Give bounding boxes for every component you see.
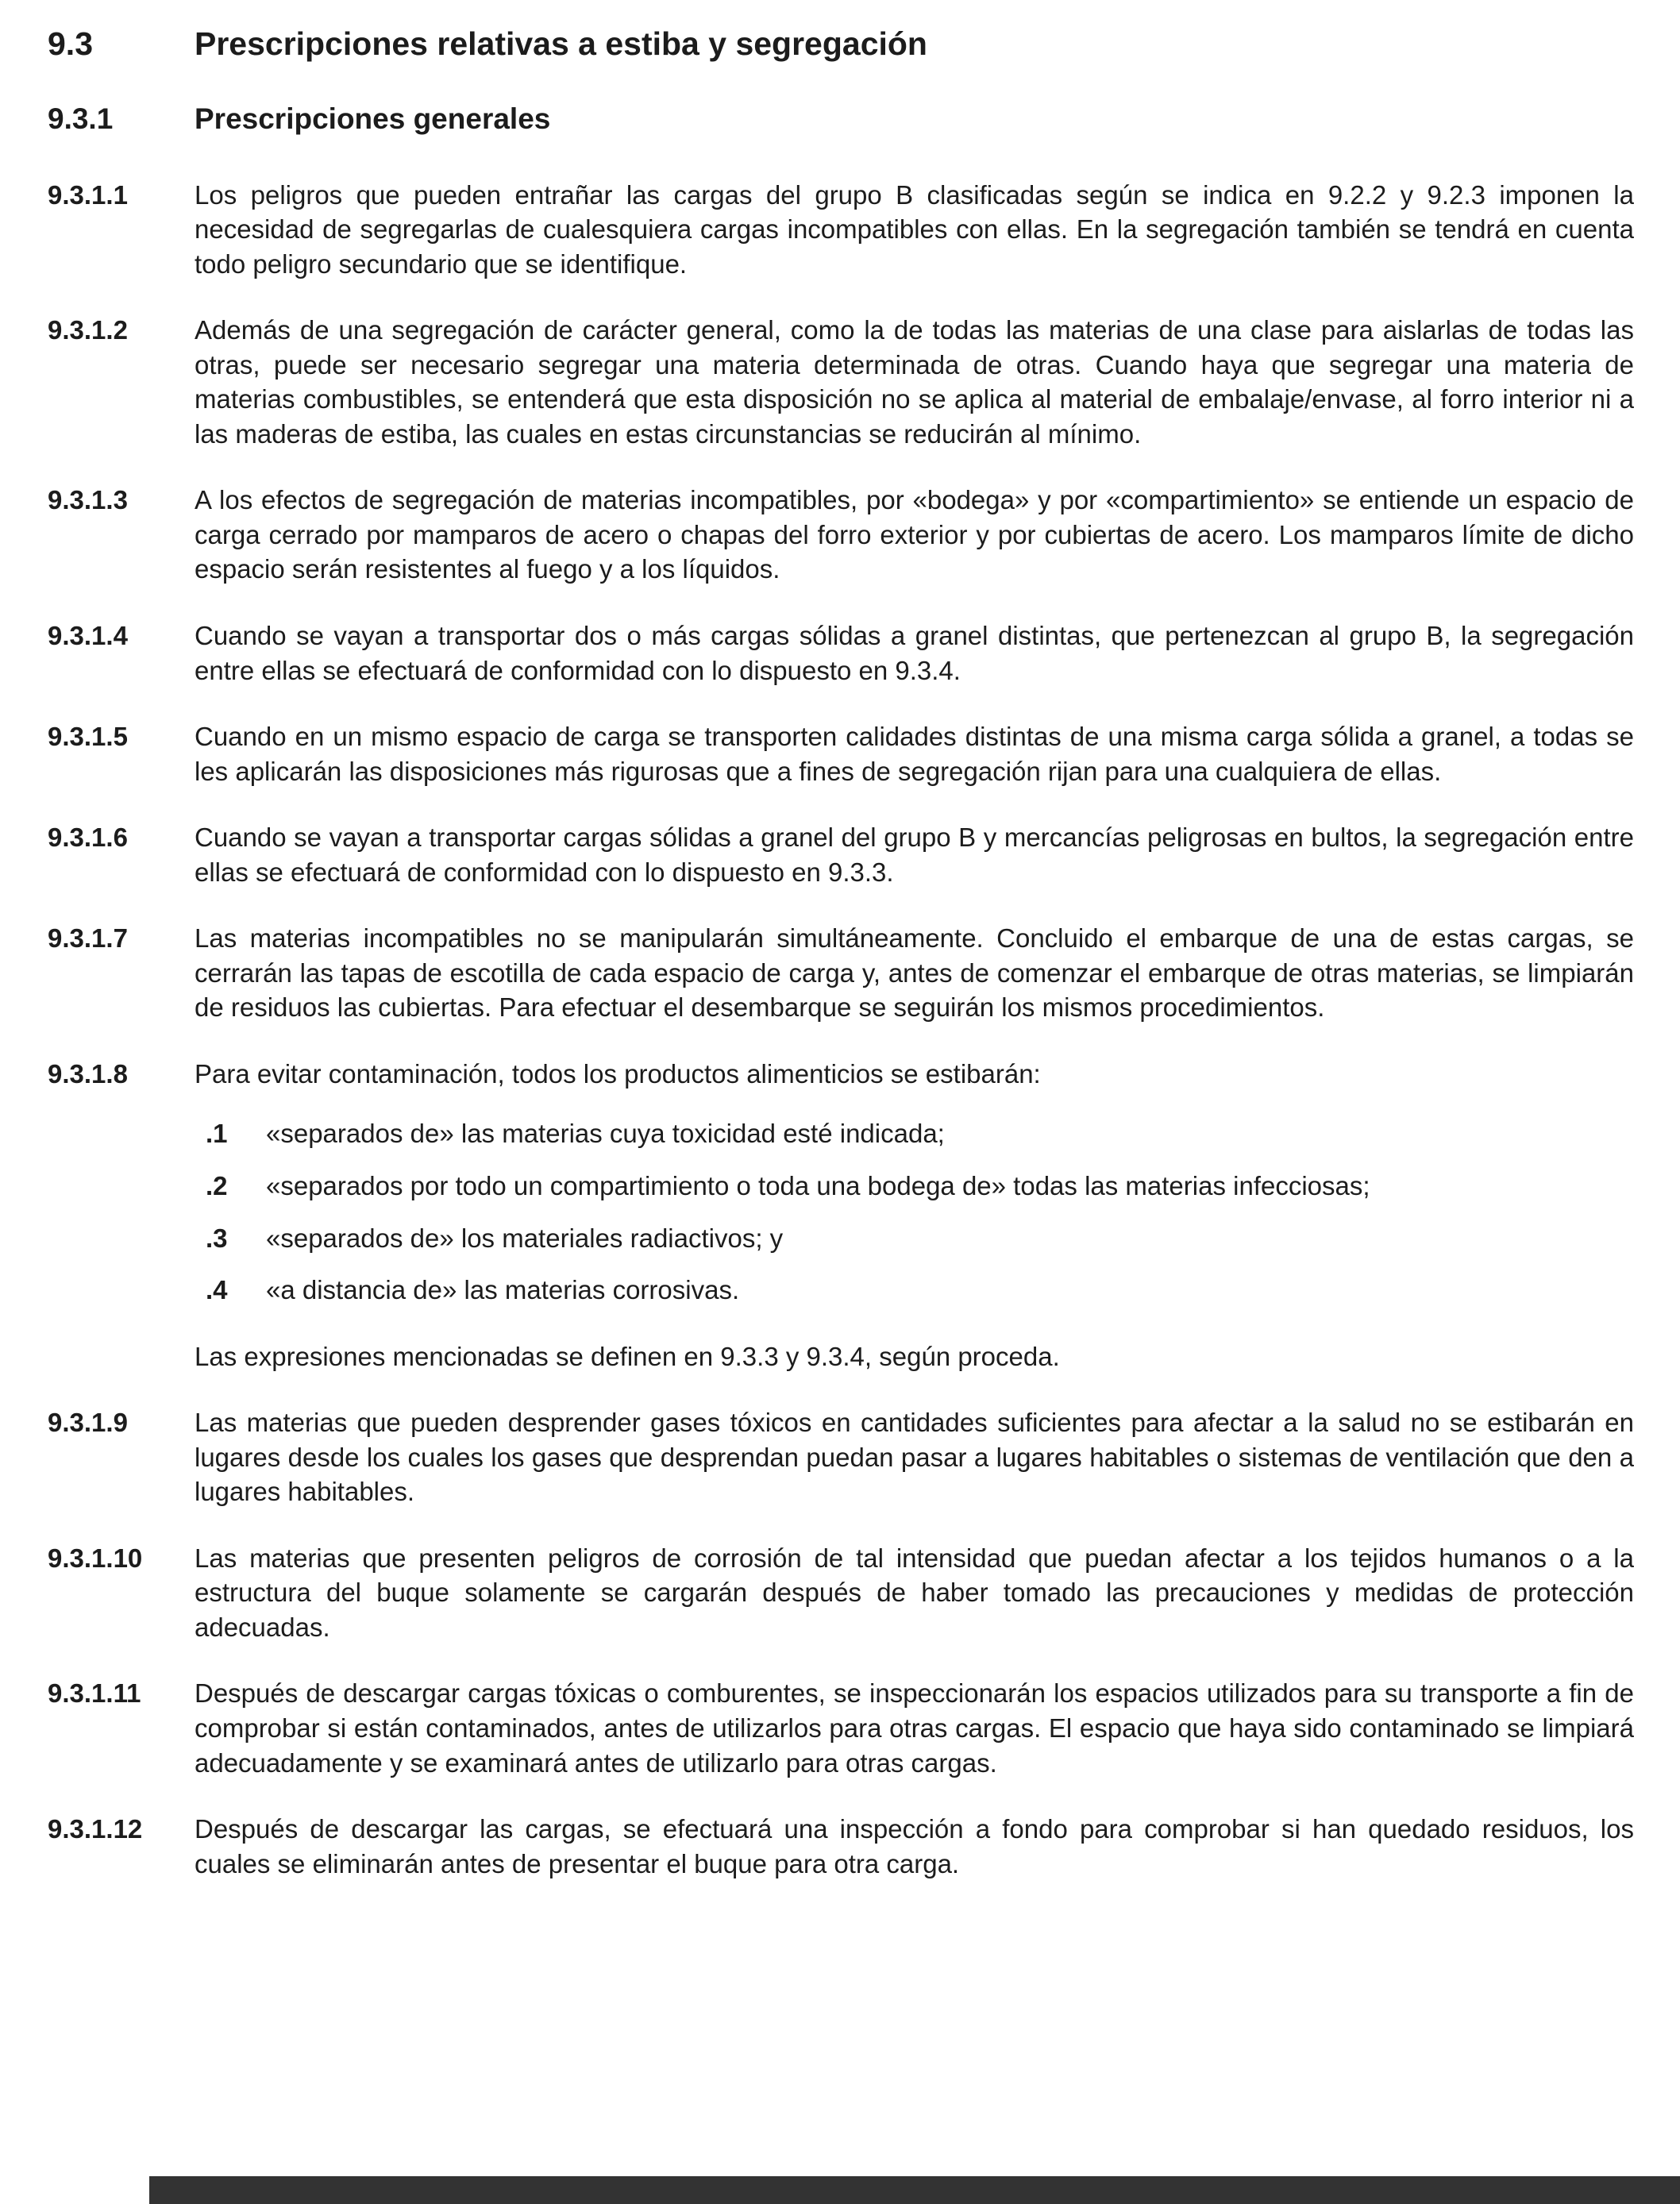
paragraph-text: Para evitar contaminación, todos los productos alimenticios se estibarán: [195,1058,1041,1089]
paragraph [48,1405,1634,1509]
subsection-number: 9.3.1 [48,102,114,136]
subitem [195,1221,1634,1256]
paragraph [48,1057,1634,1374]
paragraph-number: 9.3.1.8 [48,1058,128,1089]
section-heading [48,24,1634,64]
paragraph-number: 9.3.1.5 [48,722,128,752]
paragraph-text: A los efectos de segregación de materias incompatibles, por «bodega» y por «compartimiento» se entiende un espacio de carga cerrado por mamparos de acero o chapas del forro exterior y por cubiertas de acero. Los mamparos límite de dicho espacio serán resistentes al fuego y a los líquidos. [195,485,1634,584]
paragraph-text-column [195,1405,1634,1509]
paragraph-number: 9.3.1.3 [48,485,128,515]
paragraph-text: Cuando se vayan a transportar dos o más cargas sólidas a granel distintas, que pertenezcan al grupo B, la segregación entre ellas se efectuará de conformidad con lo dispuesto en 9.3.4. [195,620,1634,685]
paragraph [48,313,1634,451]
paragraph-text-column [195,820,1634,889]
paragraph [48,820,1634,889]
paragraph-number: 9.3.1.1 [48,179,128,210]
paragraph-number: 9.3.1.9 [48,1408,128,1438]
subitem-text: «separados de» las materias cuya toxicidad esté indicada; [266,1119,945,1149]
paragraph [48,483,1634,587]
subitem [195,1169,1634,1204]
paragraph-text: Las materias incompatibles no se manipularán simultáneamente. Concluido el embarque de una de estas cargas, se cerrarán las tapas de escotilla de cada espacio de carga y, antes de comenzar el embarque de otras materias, se limpiarán de residuos las cubiertas. Para efectuar el desembarque se seguirán los mismos procedimientos. [195,923,1634,1023]
paragraph-text: Las materias que pueden desprender gases tóxicos en cantidades suficientes para afectar a la salud no se estibarán en lugares desde los cuales los gases que desprendan puedan pasar a lugares habitables o sistemas de ventilación que den a lugares habitables. [195,1408,1634,1507]
paragraph-text: Los peligros que pueden entrañar las cargas del grupo B clasificadas según se indica en 9.2.2 y 9.2.3 imponen la necesidad de segregarlas de cualesquiera cargas incompatibles con ellas. En la segregación también se tendrá en cuenta todo peligro secundario que se identifique. [195,179,1634,279]
paragraph-text: Las materias que presenten peligros de corrosión de tal intensidad que puedan afectar a los tejidos humanos o a la estructura del buque solamente se cargarán después de haber tomado las precauciones y medidas de protección adecuadas. [195,1543,1634,1642]
subitem [195,1273,1634,1308]
paragraph [48,921,1634,1025]
section-number: 9.3 [48,25,93,62]
paragraph-number: 9.3.1.4 [48,620,128,650]
paragraph [48,618,1634,688]
paragraph-text-column [195,483,1634,587]
paragraph-text-column [195,1057,1634,1374]
paragraph-text: Después de descargar las cargas, se efectuará una inspección a fondo para comprobar si han quedado residuos, los cuales se eliminarán antes de presentar el buque para otra carga. [195,1814,1634,1878]
subitem-text: «separados por todo un compartimiento o toda una bodega de» todas las materias infecciosas; [266,1170,1370,1200]
paragraph-list [48,178,1634,1882]
paragraph-text: Después de descargar cargas tóxicas o comburentes, se inspeccionarán los espacios utilizados para su transporte a fin de comprobar si están contaminados, antes de utilizarlos para otras cargas. El espacio que haya sido contaminado se limpiará adecuadamente y se examinará antes de utilizarlo para otras cargas. [195,1678,1634,1778]
paragraph [48,178,1634,282]
paragraph-number: 9.3.1.10 [48,1543,143,1573]
paragraph-continuation: Las expresiones mencionadas se definen en 9.3.3 y 9.3.4, según proceda. [195,1341,1060,1371]
paragraph-text-column [195,1541,1634,1645]
subitem-text: «separados de» los materiales radiactivos; y [266,1223,784,1253]
paragraph-text-column [195,178,1634,282]
paragraph-text: Cuando se vayan a transportar cargas sólidas a granel del grupo B y mercancías peligrosas en bultos, la segregación entre ellas se efectuará de conformidad con lo dispuesto en 9.3.3. [195,823,1634,887]
paragraph-number: 9.3.1.7 [48,923,128,954]
paragraph [48,1812,1634,1881]
paragraph-text-column [195,719,1634,788]
subitem-number: .2 [206,1170,228,1200]
subitem-number: .4 [206,1275,228,1305]
subitem-number: .1 [206,1119,228,1149]
subsection-title: Prescripciones generales [195,102,551,136]
paragraph-subitems [195,1116,1634,1307]
subitem [195,1116,1634,1151]
paragraph-text-column [195,1812,1634,1881]
paragraph-text: Además de una segregación de carácter general, como la de todas las materias de una clase para aislarlas de todas las otras, puede ser necesario segregar una materia determinada de otras. Cuando haya que segregar una materia de materias combustibles, se entenderá que esta disposición no se aplica al material de embalaje/envase, al forro interior ni a las maderas de estiba, las cuales en estas circunstancias se reducirán al mínimo. [195,315,1634,449]
paragraph-text-column [195,618,1634,688]
subitem-number: .3 [206,1223,228,1253]
section-title: Prescripciones relativas a estiba y segregación [195,25,927,62]
subitem-text: «a distancia de» las materias corrosivas. [266,1275,740,1305]
paragraph-number: 9.3.1.6 [48,823,128,853]
paragraph [48,719,1634,788]
paragraph-number: 9.3.1.12 [48,1814,143,1844]
paragraph-text-column [195,921,1634,1025]
subsection-heading [48,101,1634,137]
paragraph-text-column [195,1676,1634,1780]
paragraph [48,1541,1634,1645]
paragraph-text: Cuando en un mismo espacio de carga se transporten calidades distintas de una misma carga sólida a granel, a todas se les aplicarán las disposiciones más rigurosas que a fines de segregación rijan para una cualquiera de ellas. [195,722,1634,786]
paragraph [48,1676,1634,1780]
footer-bar [149,2176,1680,2204]
paragraph-number: 9.3.1.11 [48,1678,141,1709]
paragraph-text-column [195,313,1634,451]
paragraph-number: 9.3.1.2 [48,315,128,345]
